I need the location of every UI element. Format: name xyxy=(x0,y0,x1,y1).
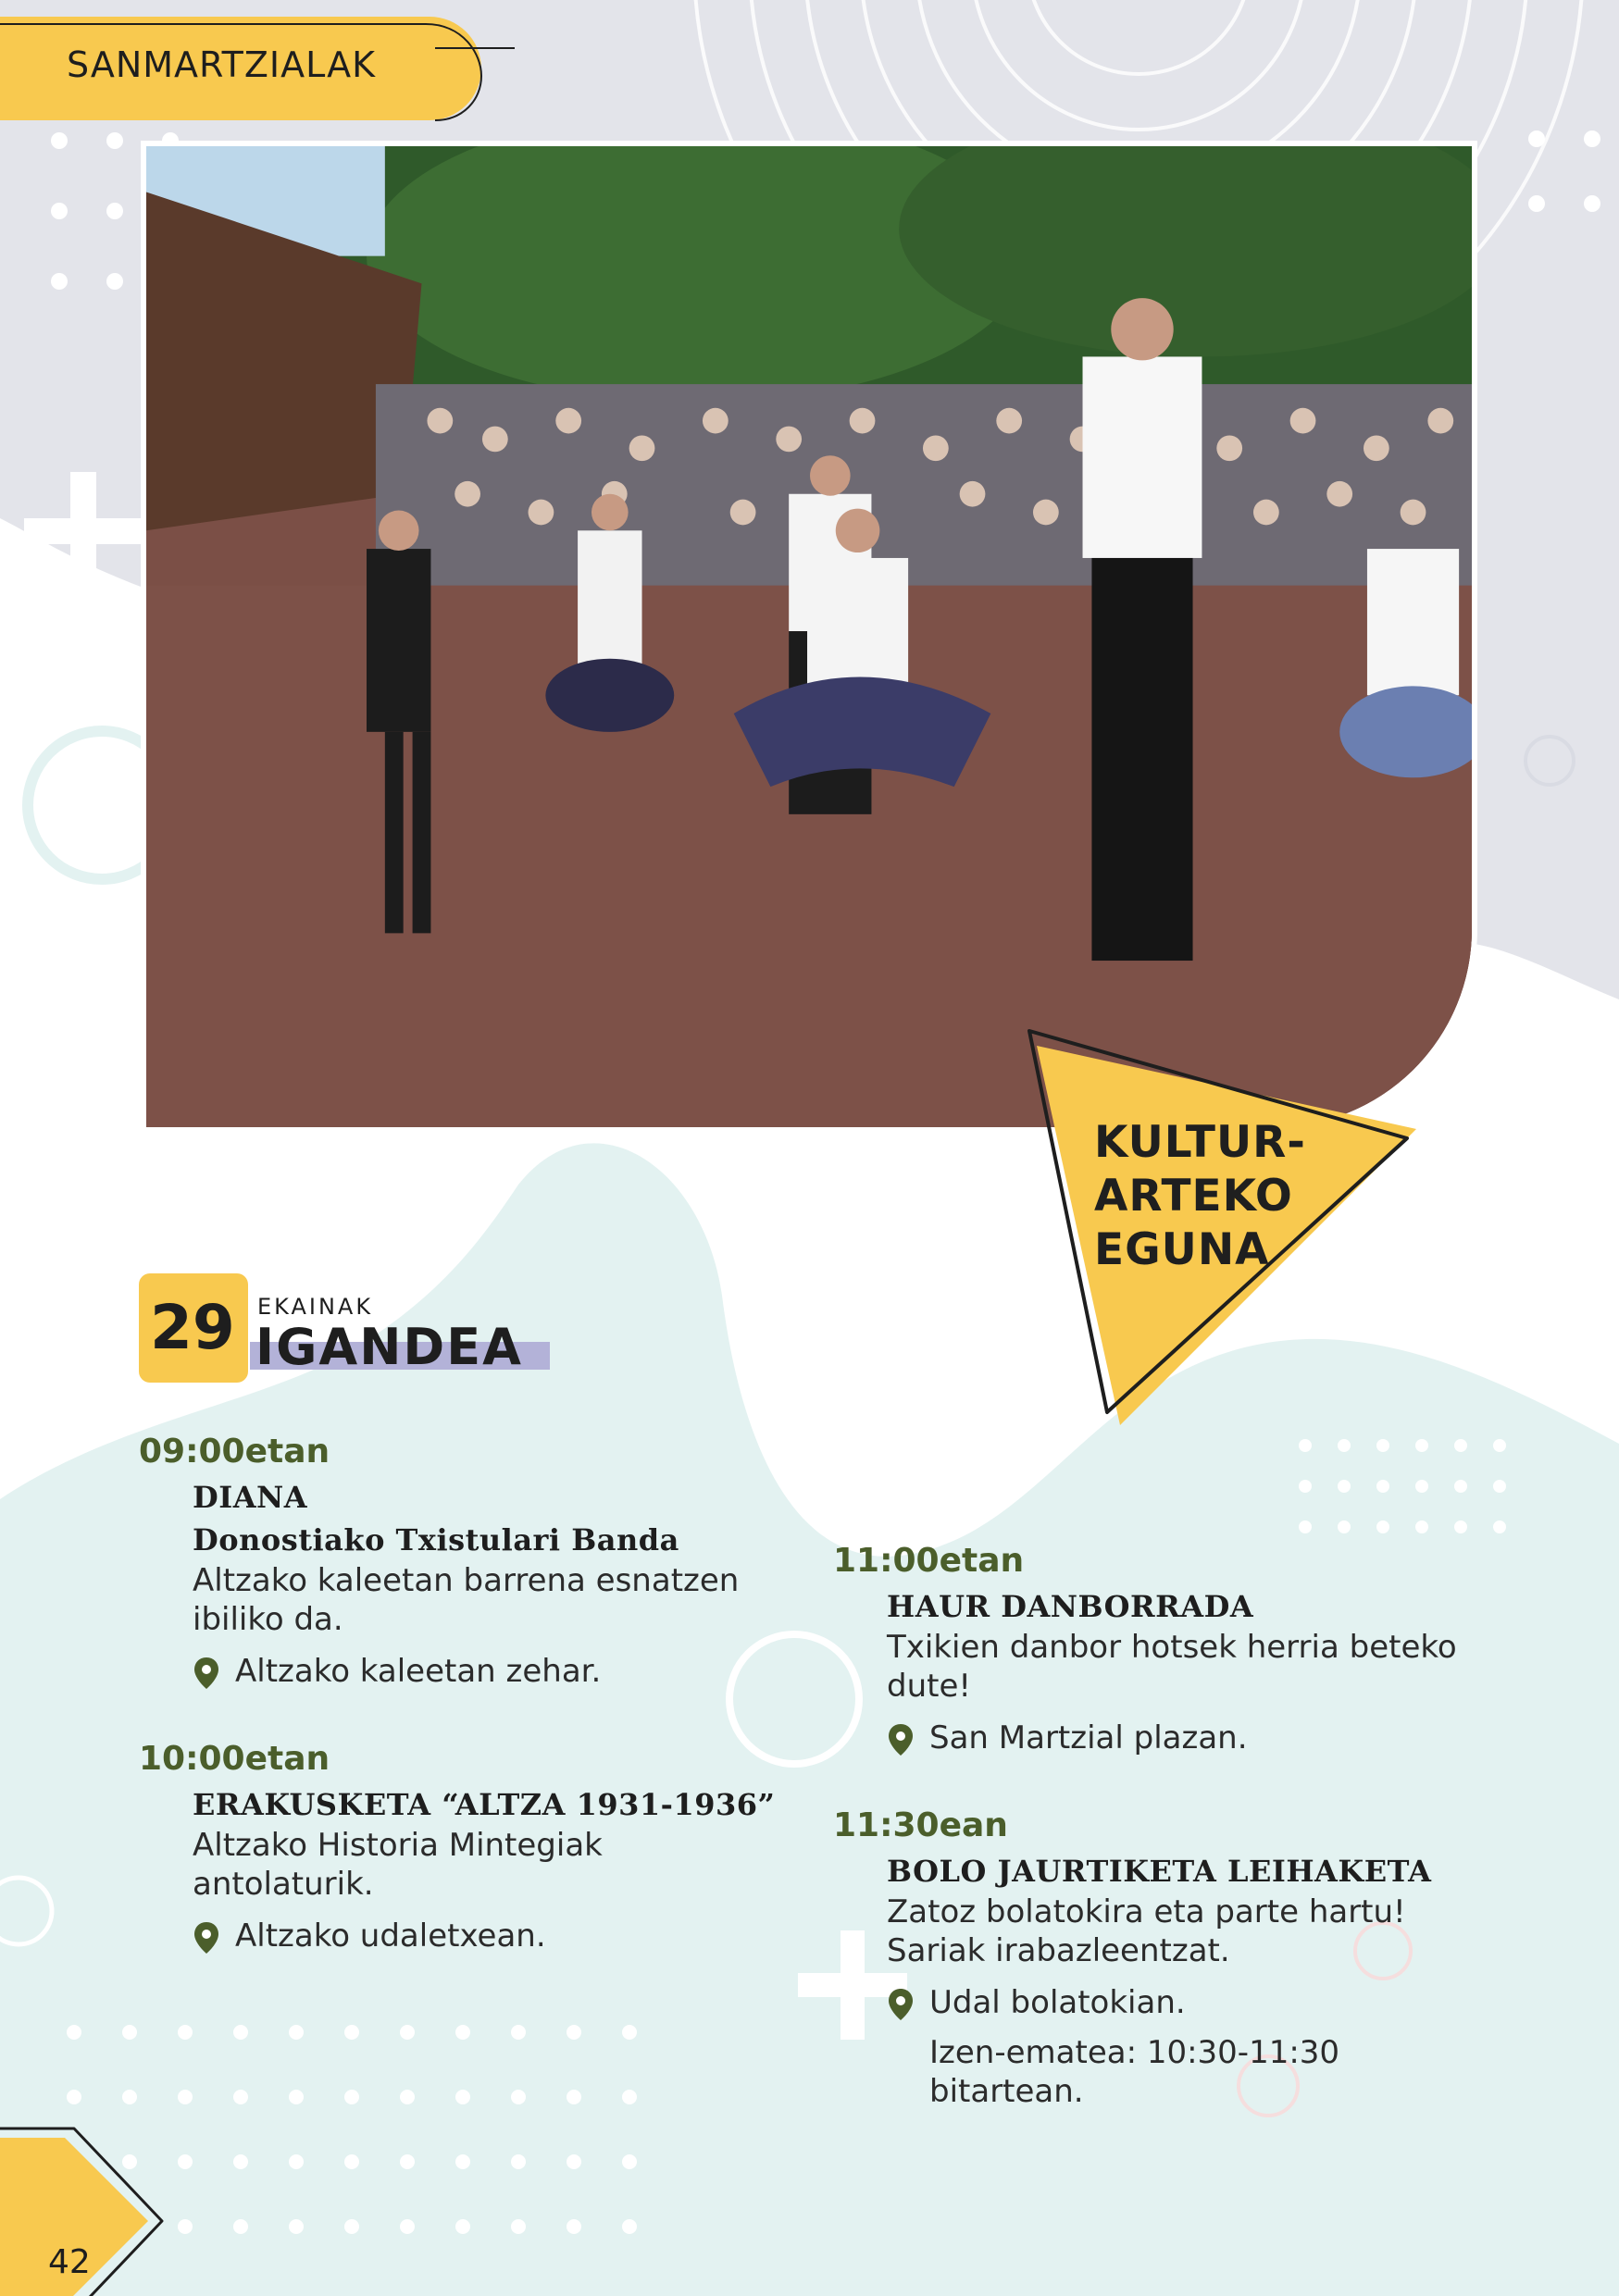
section-label: SANMARTZIALAK xyxy=(67,44,377,85)
event-time: 09:00etan xyxy=(139,1433,330,1471)
event-time: 11:30ean xyxy=(833,1806,1008,1844)
event-erakusketa xyxy=(139,1740,787,1955)
location-pin-icon xyxy=(887,1722,915,1757)
event-location xyxy=(193,1917,787,1955)
sign-line: EGUNA xyxy=(1094,1224,1270,1275)
event-time: 10:00etan xyxy=(139,1740,330,1778)
event-diana xyxy=(139,1433,787,1691)
event-title: DIANA xyxy=(193,1480,308,1515)
event-description: Zatoz bolatokira eta parte hartu! Sariak irabazleentzat. xyxy=(887,1893,1406,1969)
event-description: Altzako Historia Mintegiak antolaturik. xyxy=(193,1827,603,1903)
event-sign-title xyxy=(1094,1116,1335,1277)
dancers-photo xyxy=(141,141,1477,1133)
location-pin-icon xyxy=(193,1920,220,1955)
event-location-text: Altzako kaleetan zehar. xyxy=(235,1653,602,1690)
event-description: Txikien danbor hotsek herria beteko dute! xyxy=(887,1629,1457,1705)
sign-line: KULTUR- xyxy=(1094,1117,1306,1168)
event-time: 11:00etan xyxy=(833,1542,1025,1580)
event-title: BOLO JAURTIKETA LEIHAKETA xyxy=(887,1854,1432,1889)
event-location-text: Altzako udaletxean. xyxy=(235,1917,546,1955)
event-location xyxy=(193,1652,787,1691)
location-pin-icon xyxy=(193,1656,220,1691)
page-number: 42 xyxy=(48,2243,91,2281)
event-bolo-jaurtiketa xyxy=(833,1806,1500,2111)
weekday-label: IGANDEA xyxy=(255,1318,523,1376)
photo-illustration xyxy=(146,146,1472,1127)
event-description: Altzako kaleetan barrena esnatzen ibiliko da. xyxy=(193,1562,740,1638)
event-title: HAUR DANBORRADA xyxy=(887,1589,1254,1624)
location-pin-icon xyxy=(887,1987,915,2022)
event-location xyxy=(887,1983,1500,2022)
event-location xyxy=(887,1719,1500,1757)
event-title: ERAKUSKETA “ALTZA 1931-1936” xyxy=(193,1787,776,1822)
sign-line: ARTEKO xyxy=(1094,1171,1293,1222)
day-number: 29 xyxy=(150,1292,235,1363)
event-haur-danborrada xyxy=(833,1542,1500,1757)
month-label: EKAINAK xyxy=(257,1294,374,1320)
event-location-text: San Martzial plazan. xyxy=(929,1719,1248,1756)
event-note: Izen-ematea: 10:30-11:30 bitartean. xyxy=(929,2034,1340,2110)
event-subtitle: Donostiako Txistulari Banda xyxy=(193,1522,679,1558)
event-location-text: Udal bolatokian. xyxy=(929,1984,1186,2021)
